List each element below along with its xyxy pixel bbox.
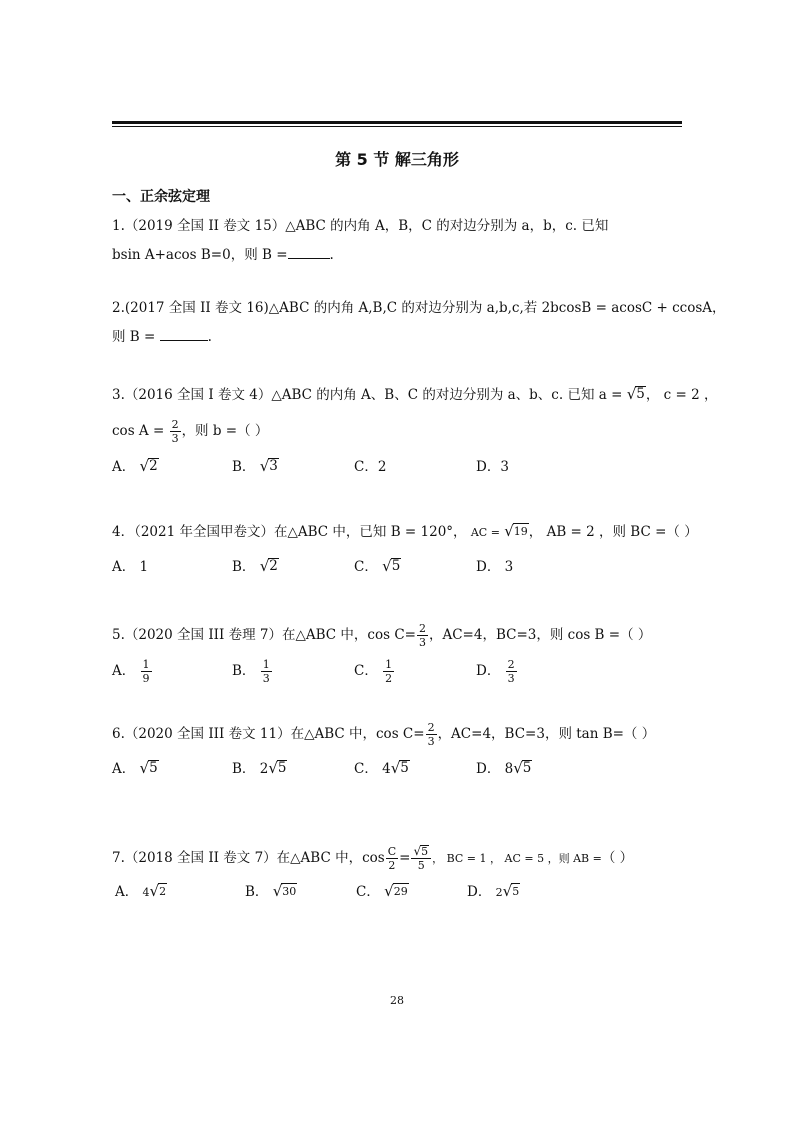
question-4-prefix: 4．（2021 年全国甲卷文）在△ABC 中，已知 B = 120°， xyxy=(112,524,467,540)
question-4-line xyxy=(112,522,698,543)
fraction: $\frac{2}{3}$ xyxy=(418,622,426,649)
option-d[interactable]: D．3 xyxy=(476,459,509,475)
question-7-paren: （ ） xyxy=(601,850,634,866)
value-fraction: √ 5 5 xyxy=(411,845,431,872)
question-5-prefix: 5.（2020 全国 III 卷理 7）在△ABC 中，cos C= xyxy=(112,627,416,643)
ac-label: AC = xyxy=(470,526,500,539)
question-4-suffix: ， AB = 2 ，则 BC =（ ） xyxy=(528,524,698,540)
sqrt-19: √ 19 xyxy=(504,522,528,540)
option-d[interactable]: D． 2 √ 5 xyxy=(467,882,520,900)
option-d[interactable]: D． 3 xyxy=(476,559,514,575)
question-2-line-1: 2.(2017 全国 II 卷文 16)△ABC 的内角 A,B,C 的对边分别为 a,b,c,若 2bcosB = acosC + ccosA， xyxy=(112,300,726,316)
question-2-text: 则 B = xyxy=(112,329,156,345)
half-angle-fraction: $\frac{C}{2}$ xyxy=(387,845,397,872)
question-6-prefix: 6.（2020 全国 III 卷文 11）在△ABC 中，cos C= xyxy=(112,726,425,742)
cos-a-label: cos A = xyxy=(112,423,165,439)
option-b[interactable]: B． √ 3 xyxy=(232,457,278,475)
header-rule-thin xyxy=(112,126,682,127)
equals-sign: = xyxy=(399,850,411,866)
option-c[interactable]: C． √ 29 xyxy=(356,882,408,900)
question-3-prefix: 3.（2016 全国 I 卷文 4）△ABC 的内角 A、B、C 的对边分别为 a、b、c. 已知 a = xyxy=(112,387,623,403)
chapter-title: 第 5 节 解三角形 xyxy=(335,150,459,169)
option-a[interactable]: A． 4 √ 2 xyxy=(115,882,167,900)
question-5-line xyxy=(112,622,651,649)
question-5-suffix: ，AC=4，BC=3，则 cos B =（ ） xyxy=(428,627,652,643)
fraction: $\frac{2}{3}$ xyxy=(427,721,435,748)
answer-blank xyxy=(288,246,330,259)
question-2-line-2: 则 B = . xyxy=(112,329,212,345)
option-c[interactable]: C． √ 5 xyxy=(354,557,401,575)
option-b[interactable]: B． √ 2 xyxy=(232,557,278,575)
option-c[interactable]: C． 4 √ 5 xyxy=(354,759,409,777)
question-1-line-2: bsin A+acos B=0，则 B = . xyxy=(112,247,334,263)
option-b[interactable]: B． √ 30 xyxy=(245,882,297,900)
question-1-line-1: 1.（2019 全国 II 卷文 15）△ABC 的内角 A，B，C 的对边分别为 a，b，c. 已知 xyxy=(112,218,609,234)
page-number: 28 xyxy=(390,994,404,1007)
option-a[interactable]: A． √ 2 xyxy=(112,457,158,475)
option-a[interactable]: A． $\frac{1}{9}$ xyxy=(112,658,150,685)
question-3-line-1 xyxy=(112,385,718,405)
option-a[interactable]: A． √ 5 xyxy=(112,759,158,777)
question-3-suffix: ，则 b =（ ） xyxy=(181,423,269,439)
sqrt-5: √ 5 xyxy=(626,385,645,403)
question-3-mid: ， c = 2 ， xyxy=(645,387,718,403)
option-b[interactable]: B． $\frac{1}{3}$ xyxy=(232,658,270,685)
option-d[interactable]: D． $\frac{2}{3}$ xyxy=(476,658,515,685)
question-6-suffix: ，AC=4，BC=3，则 tan B=（ ） xyxy=(437,726,656,742)
question-3-line-2 xyxy=(112,418,268,445)
option-d[interactable]: D． 8 √ 5 xyxy=(476,759,532,777)
answer-blank xyxy=(160,328,208,341)
option-b[interactable]: B． 2 √ 5 xyxy=(232,759,287,777)
option-a[interactable]: A． 1 xyxy=(112,559,149,575)
section-heading: 一、正余弦定理 xyxy=(112,189,210,205)
header-rule-thick xyxy=(112,121,682,124)
question-7-prefix: 7.（2018 全国 II 卷文 7）在△ABC 中， xyxy=(112,850,363,866)
question-7-line xyxy=(112,845,633,872)
fraction: $\frac{2}{3}$ xyxy=(171,418,179,445)
question-6-line xyxy=(112,721,655,748)
option-c[interactable]: C． $\frac{1}{2}$ xyxy=(354,658,393,685)
question-1-text: bsin A+acos B=0，则 B = xyxy=(112,247,288,263)
question-7-conditions: ， BC = 1 ， AC = 5 ，则 AB = xyxy=(432,852,602,865)
option-c[interactable]: C．2 xyxy=(354,459,387,475)
cos-label: cos xyxy=(362,850,385,866)
